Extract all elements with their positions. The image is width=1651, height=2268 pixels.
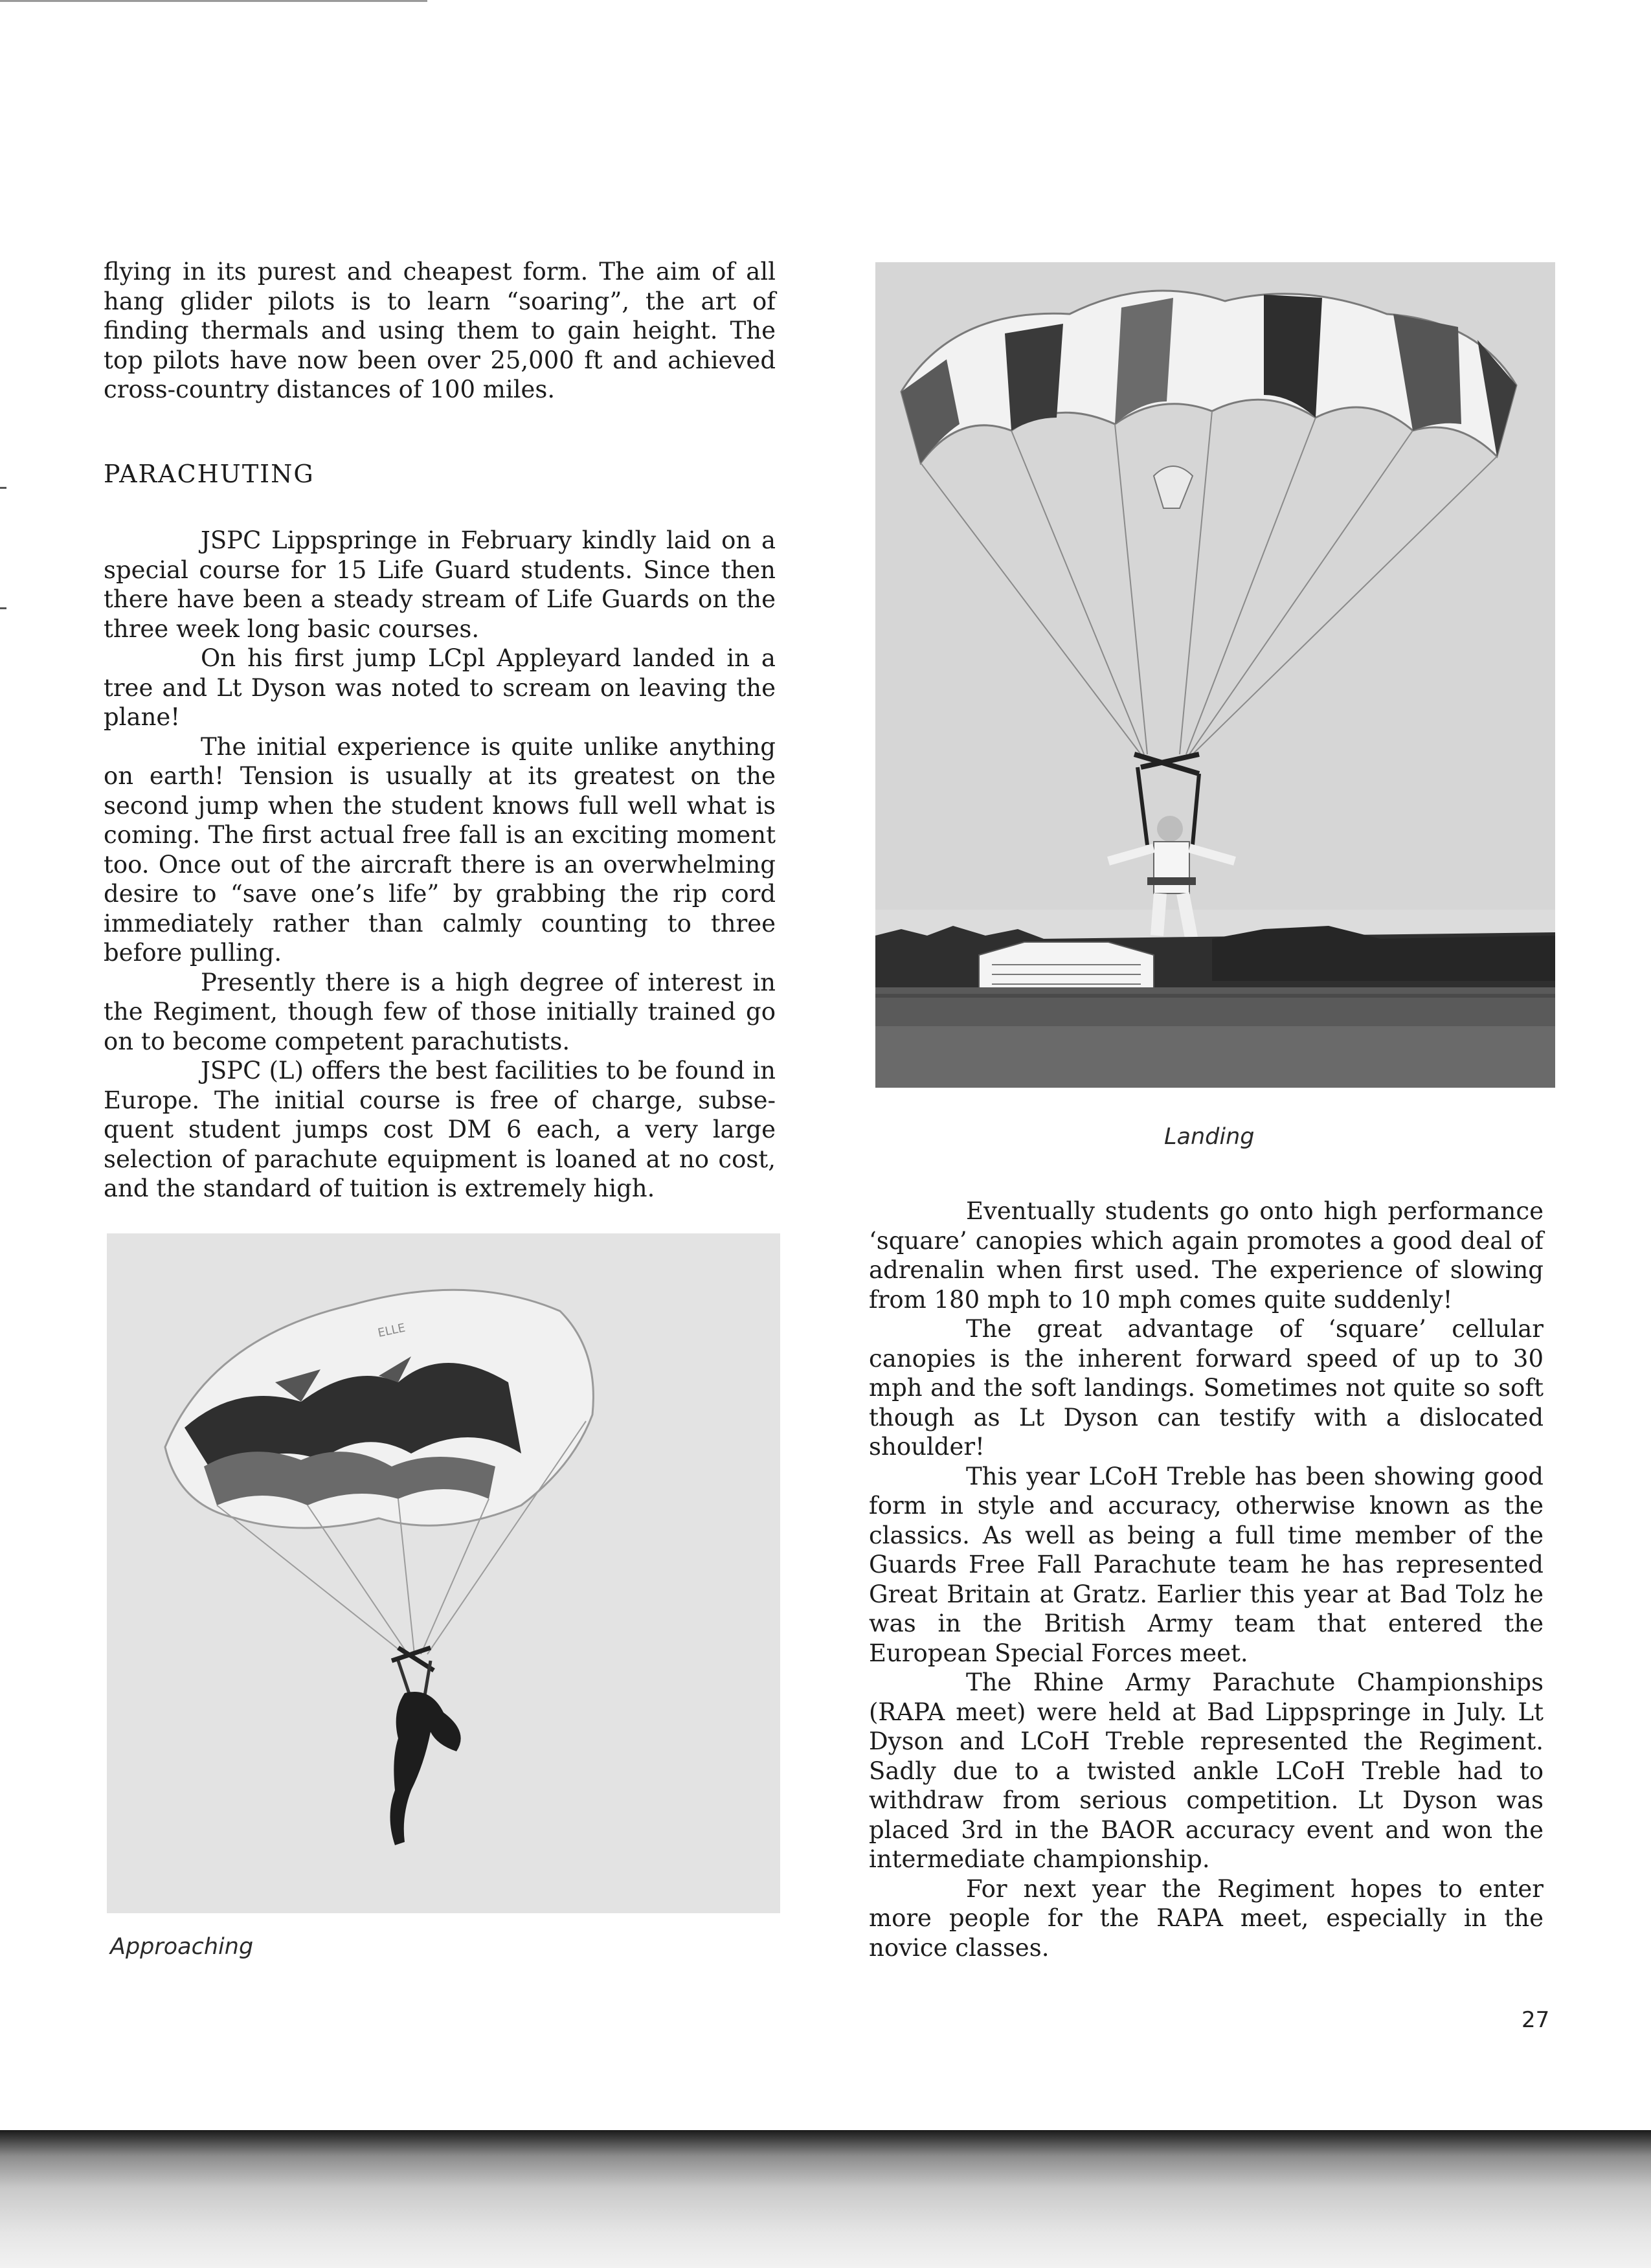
paragraph: For next year the Regiment hopes to enter more people for the RAPA meet, especially in the novice classes. [869, 1874, 1544, 1962]
intro-paragraph-block [104, 257, 776, 405]
paragraph: On his first jump LCpl Appleyard landed in a tree and Lt Dyson was noted to scream on leaving the plane! [104, 644, 776, 731]
approaching-photo [107, 1233, 780, 1913]
right-column-body [869, 1196, 1544, 1962]
left-column-body [104, 526, 776, 1204]
page-bottom-shadow [0, 2130, 1651, 2268]
approaching-caption: Approaching [110, 1934, 254, 1960]
margin-mark [0, 487, 6, 489]
landing-photo [875, 262, 1555, 1088]
landing-caption: Landing [1164, 1124, 1255, 1150]
paragraph: Eventually students go onto high performance ‘square’ canopies which again promotes a good deal of adrenalin when first used. The experience of slowing from 180 mph to 10 mph comes quite suddenly! [869, 1197, 1544, 1314]
paragraph: The Rhine Army Parachute Championships (RAPA meet) were held at Bad Lippspringe in July. Lt Dyson and LCoH Treble represented the Regiment. Sadly due to a twisted ankle LCoH Treble had to withdraw from serious competition. Lt Dyson was placed 3rd in the BAOR accuracy event and won the intermediate championship. [869, 1668, 1544, 1873]
landing-parachute-image [875, 262, 1555, 1088]
paragraph: The great advantage of ‘square’ cellular canopies is the inherent forward speed of up to 30 mph and the soft landings. Sometimes not quite so soft though as Lt Dyson can testify with a dislocated shoulder! [869, 1315, 1544, 1461]
top-edge-rule [0, 0, 427, 2]
page-number: 27 [1522, 2007, 1550, 2033]
paragraph: Presently there is a high degree of interest in the Regiment, though few of those initially trained go on to become competent parachutists. [104, 968, 776, 1055]
intro-paragraph: flying in its purest and cheapest form. The aim of all hang glider pilots is to learn “soaring”, the art of finding thermals and using them to gain height. The top pilots have now been over 25,000 ft and achieved cross-country distances of 100 miles. [104, 258, 776, 403]
section-heading: PARACHUTING [104, 460, 315, 488]
paragraph: JSPC Lippspringe in February kindly laid on a special course for 15 Life Guard students. Since then there have been a steady stream of Life Guards on the three week long basic courses. [104, 526, 776, 643]
paragraph: The initial experience is quite unlike anything on earth! Tension is usually at its greatest on the second jump when the student knows full well what is coming. The first actual free fall is an exciting moment too. Once out of the aircraft there is an overwhelming desire to “save one’s life” by grabbing the rip cord immediately rather than calmly counting to three before pulling. [104, 732, 776, 967]
margin-mark [0, 607, 6, 609]
paragraph: JSPC (L) offers the best facilities to be found in Europe. The initial course is free of charge, subsequent student jumps cost DM 6 each, a very large selection of parachute equipment is loaned at no cost, and the standard of tuition is extremely high. [104, 1057, 776, 1202]
approaching-parachute-image [107, 1233, 780, 1913]
svg-text:ELLE: ELLE [376, 1321, 407, 1340]
paragraph: This year LCoH Treble has been showing good form in style and accuracy, otherwise known as the classics. As well as being a full time member of the Guards Free Fall Parachute team he has represented Great Britain at Gratz. Earlier this year at Bad Tolz he was in the British Army team that entered the European Special Forces meet. [869, 1462, 1544, 1667]
